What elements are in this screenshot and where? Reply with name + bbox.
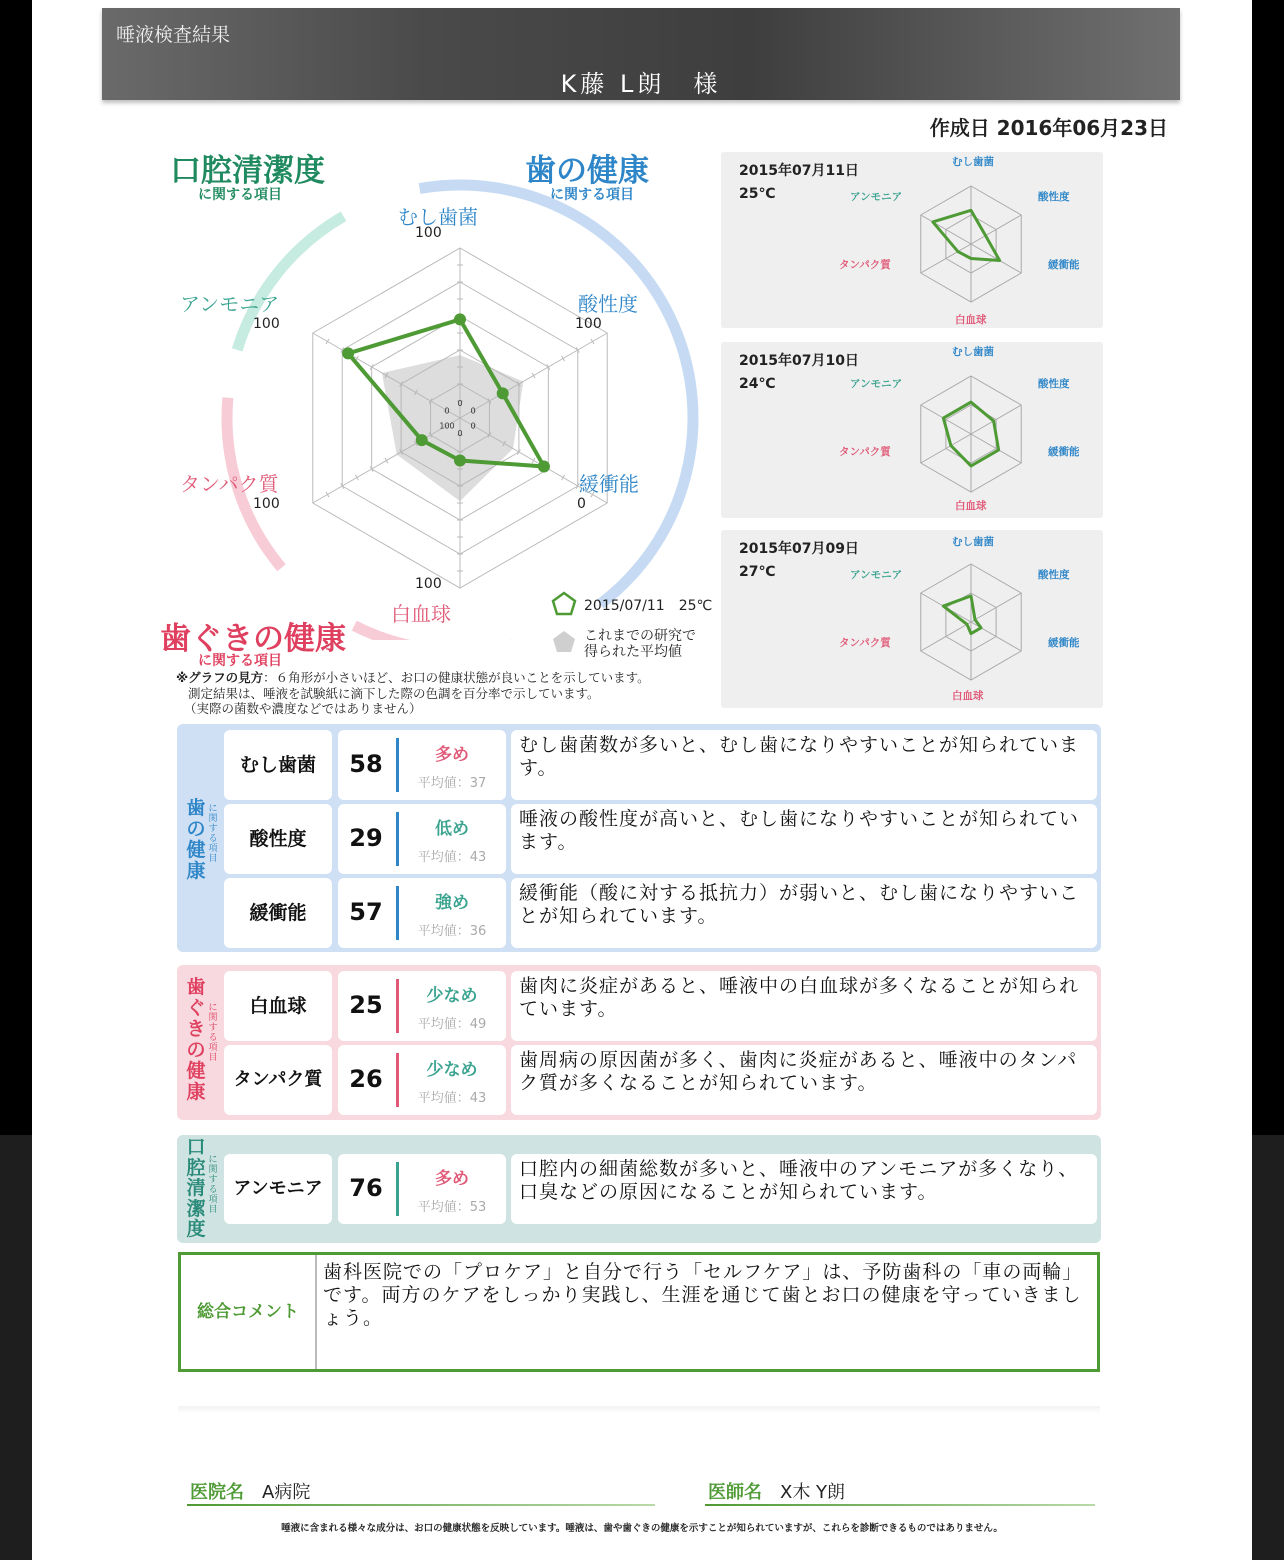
legend-average-label: これまでの研究で 得られた平均値 (584, 628, 696, 660)
center-scale-label: 100 (439, 421, 455, 431)
divider (396, 1053, 399, 1107)
score-point (454, 455, 466, 467)
section-gum-label: 歯ぐきの健康 (186, 976, 206, 1103)
result-average: 平均値：37 (417, 776, 487, 791)
result-score: 26 (349, 1065, 383, 1093)
result-level: 多め (435, 745, 469, 765)
axis-value-wbc: 100 (415, 576, 442, 592)
mini-label-protein: タンパク質 (839, 259, 891, 271)
result-desc-wbc: 歯肉に炎症があると、唾液中の白血球が多くなることが知られています。 (511, 971, 1097, 1041)
axis-label-acidity: 酸性度 (578, 292, 638, 316)
score-point (416, 434, 428, 446)
divider (396, 812, 399, 866)
center-scale-label: 0 (470, 421, 476, 431)
result-desc-mushiba: むし歯菌数が多いと、むし歯になりやすいことが知られています。 (511, 730, 1097, 800)
history-chart-2 (721, 342, 1103, 518)
history-radar-2 (911, 356, 1051, 514)
result-value-ammonia (338, 1154, 506, 1224)
mini-label-mushiba: むし歯菌 (952, 156, 994, 168)
result-name-protein: タンパク質 (224, 1045, 332, 1115)
footer-disclaimer: 唾液に含まれる様々な成分は、お口の健康状態を反映しています。唾液は、歯や歯ぐきの健康を示すことが知られていますが、これらを診断できるものではありません。 (281, 1523, 1003, 1534)
mini-label-wbc: 白血球 (955, 500, 987, 512)
result-score: 76 (349, 1174, 383, 1202)
result-desc-ammonia: 口腔内の細菌総数が多いと、唾液中のアンモニアが多くなり、口臭などの原因になることが知られています。 (511, 1154, 1097, 1224)
result-desc-buffer: 緩衝能（酸に対する抵抗力）が弱いと、むし歯になりやすいことが知られています。 (511, 878, 1097, 948)
score-point (454, 313, 466, 325)
history-radar-1 (911, 166, 1051, 324)
result-value-acidity (338, 804, 506, 874)
report-header (102, 8, 1180, 100)
result-value-mushiba (338, 730, 506, 800)
center-scale-label: 0 (444, 406, 450, 416)
result-score: 57 (349, 898, 383, 926)
result-average: 平均値：43 (417, 1091, 487, 1106)
graph-note-line3: （実際の菌数や濃度などではありません） (184, 701, 422, 716)
mini-label-buffer: 緩衝能 (1048, 637, 1080, 649)
patient-name: K藤 L朗 様 (560, 70, 722, 98)
summary-comment-label: 総合コメント (181, 1255, 317, 1369)
mini-chart-area (911, 356, 1051, 514)
axis-value-ammonia: 100 (253, 316, 280, 332)
history-chart-1 (721, 152, 1103, 328)
axis-label-wbc: 白血球 (391, 602, 451, 626)
legend-current-label: 2015/07/11 25℃ (584, 598, 713, 614)
clinic-name: A病院 (262, 1482, 311, 1503)
result-score: 29 (349, 824, 383, 852)
result-value-buffer (338, 878, 506, 948)
mini-label-protein: タンパク質 (839, 637, 891, 649)
category-oral-title: 口腔清潔度 (170, 153, 325, 189)
result-name-wbc: 白血球 (224, 971, 332, 1041)
mini-label-ammonia: アンモニア (850, 569, 903, 581)
summary-comment-box (178, 1252, 1100, 1372)
section-oral-label: 口腔清潔度 (186, 1136, 206, 1240)
history-radar-3 (911, 544, 1051, 702)
section-teeth-sub: に関する項目 (208, 804, 218, 864)
result-value-protein (338, 1045, 506, 1115)
legend-average-swatch (550, 628, 580, 656)
result-name-ammonia: アンモニア (224, 1154, 332, 1224)
score-point (538, 460, 550, 472)
category-oral-sub: に関する項目 (198, 187, 282, 203)
mini-label-wbc: 白血球 (955, 314, 987, 326)
result-level: 低め (435, 819, 469, 839)
history-date-2: 2015年07月10日 (739, 353, 859, 369)
divider (178, 1406, 1100, 1414)
divider (396, 886, 399, 940)
axis-label-buffer: 緩衝能 (579, 472, 639, 496)
mini-label-protein: タンパク質 (839, 446, 891, 458)
mini-chart-area (911, 166, 1051, 324)
result-average: 平均値：43 (417, 850, 487, 865)
result-score: 25 (349, 991, 383, 1019)
divider (396, 1162, 399, 1216)
axis-label-protein: タンパク質 (180, 472, 279, 496)
mini-label-buffer: 緩衝能 (1048, 446, 1080, 458)
axis-label-ammonia: アンモニア (180, 292, 280, 316)
result-average: 平均値：53 (417, 1200, 487, 1215)
result-level: 少なめ (426, 1060, 478, 1080)
result-value-wbc (338, 971, 506, 1041)
clinic-label: 医院名 (190, 1482, 244, 1503)
doctor-label: 医師名 (708, 1482, 762, 1503)
axis-value-acidity: 100 (575, 316, 602, 332)
mini-label-buffer: 緩衝能 (1048, 259, 1080, 271)
mini-label-mushiba: むし歯菌 (952, 536, 994, 548)
result-level: 少なめ (426, 986, 478, 1006)
result-level: 強め (435, 893, 469, 913)
doctor-name: X木 Y朗 (780, 1482, 846, 1503)
created-date: 作成日 2016年06月23日 (929, 116, 1168, 140)
result-name-acidity: 酸性度 (224, 804, 332, 874)
category-teeth-title: 歯の健康 (525, 153, 649, 189)
graph-note-line2: 測定結果は、唾液を試験紙に滴下した際の色調を百分率で示しています。 (188, 685, 600, 701)
result-desc-acidity: 唾液の酸性度が高いと、むし歯になりやすいことが知られています。 (511, 804, 1097, 874)
report-title: 唾液検査結果 (116, 24, 231, 46)
result-desc-protein: 歯周病の原因菌が多く、歯肉に炎症があると、唾液中のタンパク質が多くなることが知られています。 (511, 1045, 1097, 1115)
result-score: 58 (349, 750, 383, 778)
result-name-buffer: 緩衝能 (224, 878, 332, 948)
mini-label-wbc: 白血球 (952, 690, 984, 702)
history-chart-3 (721, 530, 1103, 708)
mini-label-acidity: 酸性度 (1038, 569, 1070, 581)
divider (396, 979, 399, 1033)
section-teeth-label: 歯の健康 (186, 797, 206, 882)
center-scale-label: 0 (470, 406, 476, 416)
result-name-mushiba: むし歯菌 (224, 730, 332, 800)
mini-label-acidity: 酸性度 (1038, 191, 1070, 203)
mini-label-ammonia: アンモニア (850, 378, 903, 390)
score-point (497, 387, 509, 399)
mini-score-polygon (943, 596, 981, 634)
summary-comment-text: 歯科医院での「プロケア」と自分で行う「セルフケア」は、予防歯科の「車の両輪」です。両方のケアをしっかり実践し、生涯を通じて歯とお口の健康を守っていきましょう。 (323, 1261, 1083, 1329)
center-scale-label: 0 (457, 429, 463, 438)
result-average: 平均値：49 (417, 1017, 487, 1032)
result-average: 平均値：36 (417, 924, 487, 939)
category-teeth-sub: に関する項目 (550, 187, 634, 203)
clinic-underline (187, 1504, 655, 1506)
graph-note (176, 670, 650, 717)
mini-label-mushiba: むし歯菌 (952, 346, 994, 358)
main-radar-chart (182, 160, 702, 640)
history-date-3: 2015年07月09日 (739, 541, 859, 557)
history-temp-1: 25℃ (739, 186, 776, 202)
divider (396, 738, 399, 792)
graph-note-title: ※グラフの見方 (176, 670, 264, 685)
history-date-1: 2015年07月11日 (739, 163, 859, 179)
score-point (342, 347, 354, 359)
legend-current-swatch (550, 590, 580, 618)
axis-value-mushiba: 100 (415, 225, 442, 241)
graph-note-line1: ：６角形が小さいほど、お口の健康状態が良いことを示しています。 (263, 670, 650, 685)
mini-chart-area (911, 544, 1051, 702)
axis-value-protein: 100 (253, 496, 280, 512)
history-temp-2: 24℃ (739, 376, 776, 392)
category-gum-title: 歯ぐきの健康 (160, 621, 346, 657)
result-level: 多め (435, 1169, 469, 1189)
axis-value-buffer: 0 (577, 496, 586, 512)
section-gum-sub: に関する項目 (208, 1003, 218, 1063)
center-scale-label: 0 (457, 399, 463, 408)
category-gum-sub: に関する項目 (198, 653, 282, 669)
report-page (32, 0, 1252, 1560)
mini-label-acidity: 酸性度 (1038, 378, 1070, 390)
doctor-underline (705, 1504, 1095, 1506)
mini-label-ammonia: アンモニア (850, 191, 903, 203)
gum-category-arc (354, 626, 512, 640)
section-oral-sub: に関する項目 (208, 1155, 218, 1215)
history-temp-3: 27℃ (739, 564, 776, 580)
axis-label-mushiba: むし歯菌 (398, 205, 478, 229)
